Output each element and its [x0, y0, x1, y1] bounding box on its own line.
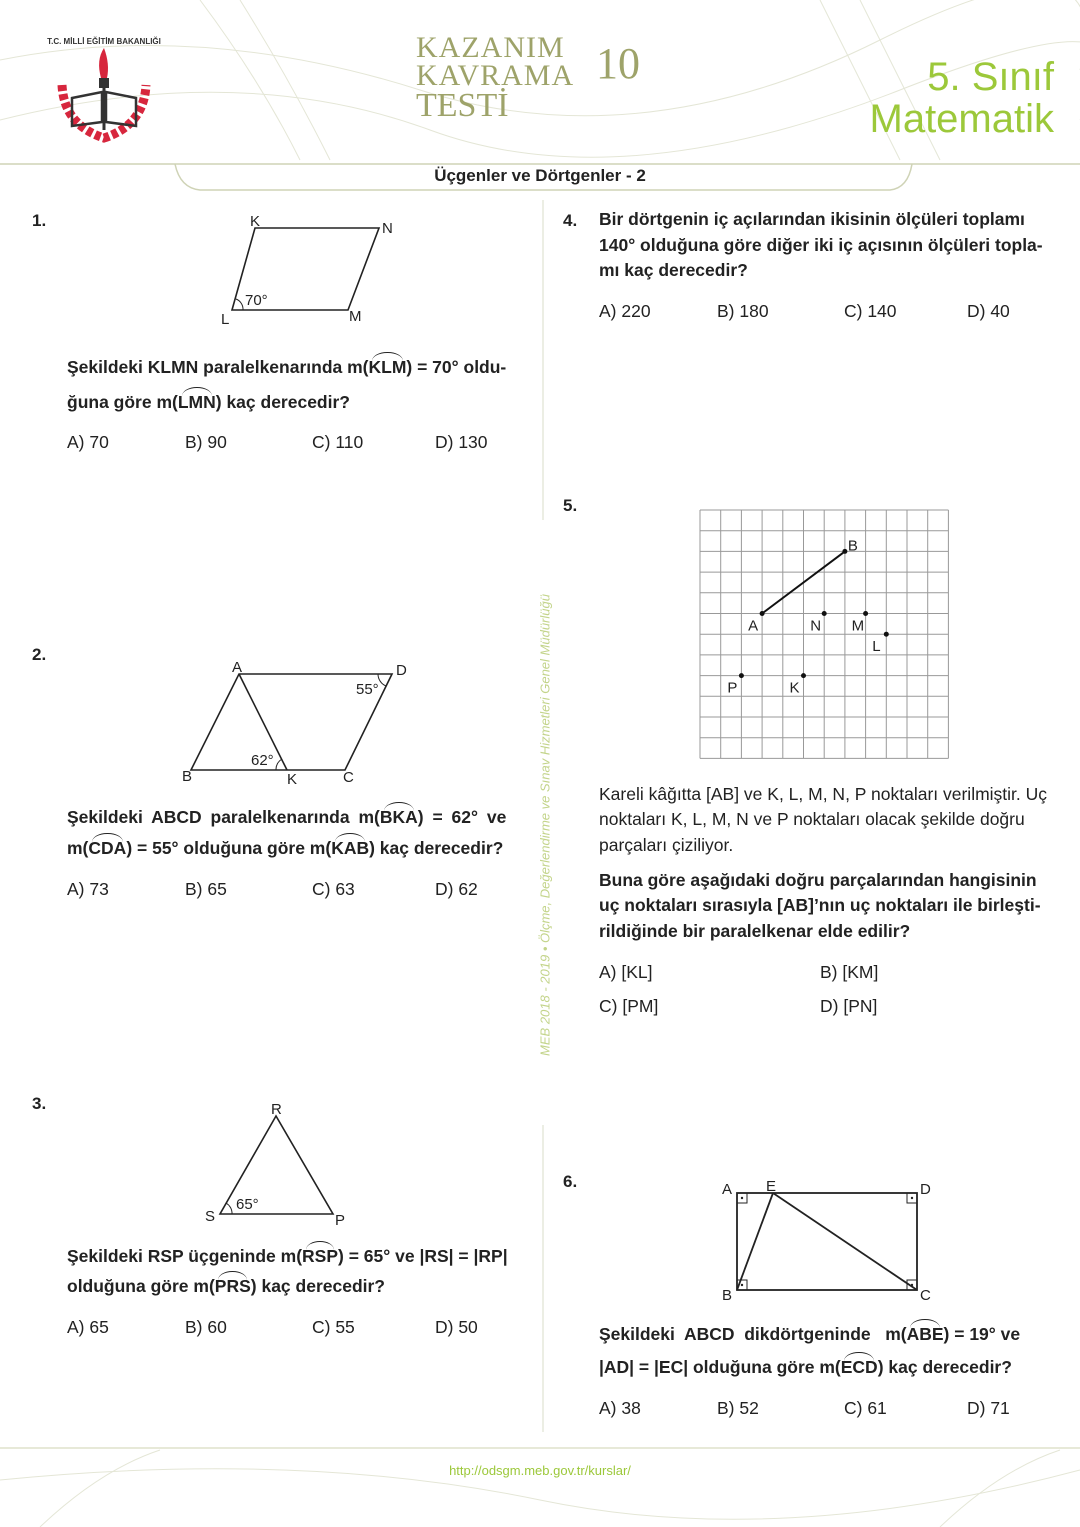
q1-parallelogram-figure: [0, 0, 540, 340]
question-number: 6.: [563, 1172, 578, 1191]
series-logo: KAZANIM KAVRAMA TESTİ: [416, 31, 575, 124]
q4-text-line1: Bir dörtgenin iç açılarından ikisinin ölçüleri toplamı: [599, 209, 1025, 229]
q4-text-line2: 140° olduğuna göre diğer iki iç açısının ölçüleri topla-: [599, 235, 1043, 255]
svg-text:L: L: [221, 311, 230, 328]
q3-option-b[interactable]: B) 60: [185, 1317, 227, 1337]
q5-option-d[interactable]: D) [PN]: [820, 996, 878, 1016]
test-title: Üçgenler ve Dörtgenler - 2: [434, 166, 646, 185]
q4-option-d[interactable]: D) 40: [967, 301, 1010, 321]
q6-text-line1: Şekildeki ABCD dikdörtgeninde m(ABE) = 19° ve: [599, 1324, 1021, 1344]
q2-option-c[interactable]: C) 63: [312, 879, 355, 899]
point-l: [884, 632, 889, 637]
point-m: [863, 611, 868, 616]
svg-text:D: D: [920, 1181, 931, 1198]
q4-option-c[interactable]: C) 140: [844, 301, 897, 321]
q5-grid-figure: [690, 500, 960, 770]
q3-text-line2: olduğuna göre m(PRS) kaç derecedir?: [67, 1276, 385, 1296]
point-label: L: [872, 638, 881, 656]
point-label: P: [727, 679, 738, 697]
point-n: [822, 611, 827, 616]
question-number: 2.: [32, 645, 47, 664]
q2-option-d[interactable]: D) 62: [435, 879, 478, 899]
point-label: K: [789, 679, 800, 697]
point-label: N: [810, 617, 822, 635]
point-p: [739, 673, 744, 678]
svg-text:55°: 55°: [356, 681, 379, 698]
svg-text:T.C. MİLLİ EĞİTİM BAKANLIĞI: T.C. MİLLİ EĞİTİM BAKANLIĞI: [47, 37, 161, 46]
q2-text-line2: m(CDA) = 55° olduğuna göre m(KAB) kaç derecedir?: [67, 838, 504, 858]
point-k: [801, 673, 806, 678]
point-a: [760, 611, 765, 616]
q6-rectangle-figure: [700, 1170, 950, 1305]
q5-question-line1: Buna göre aşağıdaki doğru parçalarından hangisinin: [599, 870, 1037, 890]
q1-option-b[interactable]: B) 90: [185, 432, 227, 452]
q2-text-line1: Şekildeki ABCD paralelkenarında m(BKA) = 62° ve: [67, 807, 507, 827]
q5-info-line3: parçaları çiziliyor.: [599, 835, 734, 855]
svg-text:K: K: [287, 771, 298, 788]
svg-text:70°: 70°: [245, 292, 268, 309]
question-number: 3.: [32, 1094, 47, 1113]
q4-text-line3: mı kaç derecedir?: [599, 260, 748, 280]
q1-option-d[interactable]: D) 130: [435, 432, 488, 452]
q3-option-a[interactable]: A) 65: [67, 1317, 109, 1337]
svg-text:E: E: [766, 1178, 777, 1195]
question-number: 1.: [32, 211, 47, 230]
q2-option-b[interactable]: B) 65: [185, 879, 227, 899]
question-number: 4.: [563, 211, 578, 230]
q3-option-c[interactable]: C) 55: [312, 1317, 355, 1337]
q5-info-line1: Kareli kâğıtta [AB] ve K, L, M, N, P noktaları verilmiştir. Uç: [599, 784, 1048, 804]
q1-text-line1: Şekildeki KLMN paralelkenarında m(KLM) = 70° oldu-: [67, 357, 507, 377]
q1-option-c[interactable]: C) 110: [312, 432, 364, 452]
q2-option-a[interactable]: A) 73: [67, 879, 109, 899]
svg-text:C: C: [343, 769, 354, 786]
q5-info-line2: noktaları K, L, M, N ve P noktaları olacak şekilde doğru: [599, 809, 1025, 829]
svg-text:A: A: [232, 659, 243, 676]
svg-text:S: S: [205, 1208, 216, 1225]
q1-option-a[interactable]: A) 70: [67, 432, 109, 452]
q4-option-b[interactable]: B) 180: [717, 301, 769, 321]
svg-text:K: K: [250, 213, 261, 230]
svg-text:N: N: [382, 220, 393, 237]
svg-text:B: B: [182, 768, 193, 785]
question-number: 5.: [563, 496, 578, 515]
series-number: 10: [596, 39, 640, 88]
side-credit-text: MEB 2018 - 2019 • Ölçme, Değerlendirme ve Sınav Hizmetleri Genel Müdürlüğü: [537, 594, 553, 1056]
q6-option-d[interactable]: D) 71: [967, 1398, 1010, 1418]
svg-text:65°: 65°: [236, 1196, 259, 1213]
q3-text-line1: Şekildeki RSP üçgeninde m(RSP) = 65° ve |RS| = |RP|: [67, 1246, 508, 1266]
q5-option-b[interactable]: B) [KM]: [820, 962, 879, 982]
svg-text:R: R: [271, 1101, 282, 1118]
svg-text:P: P: [335, 1212, 346, 1229]
q3-option-d[interactable]: D) 50: [435, 1317, 478, 1337]
svg-text:C: C: [920, 1287, 931, 1304]
q5-question-line2: uç noktaları sırasıyla [AB]’nın uç noktaları ile birleşti-: [599, 895, 1041, 915]
point-label: B: [847, 537, 858, 555]
q6-option-b[interactable]: B) 52: [717, 1398, 759, 1418]
q1-text-line2: ğuna göre m(LMN) kaç derecedir?: [67, 392, 350, 412]
svg-text:A: A: [722, 1181, 733, 1198]
q6-option-c[interactable]: C) 61: [844, 1398, 887, 1418]
svg-text:M: M: [349, 308, 362, 325]
svg-text:B: B: [722, 1287, 733, 1304]
grade-subject: 5. Sınıf Matematik: [869, 55, 1054, 141]
q5-question-line3: rildiğinde bir paralelkenar elde edilir?: [599, 921, 911, 941]
q6-text-line2: |AD| = |EC| olduğuna göre m(ECD) kaç derecedir?: [599, 1357, 1012, 1377]
point-label: A: [748, 617, 759, 635]
q6-option-a[interactable]: A) 38: [599, 1398, 641, 1418]
q5-option-a[interactable]: A) [KL]: [599, 962, 653, 982]
point-b: [842, 549, 847, 554]
svg-text:62°: 62°: [251, 752, 274, 769]
q5-option-c[interactable]: C) [PM]: [599, 996, 659, 1016]
point-label: M: [851, 617, 865, 635]
svg-text:D: D: [396, 662, 407, 679]
q4-option-a[interactable]: A) 220: [599, 301, 651, 321]
q2-parallelogram-figure: [0, 640, 540, 790]
footer-url[interactable]: http://odsgm.meb.gov.tr/kurslar/: [449, 1463, 631, 1478]
q3-triangle-figure: [0, 1095, 540, 1230]
